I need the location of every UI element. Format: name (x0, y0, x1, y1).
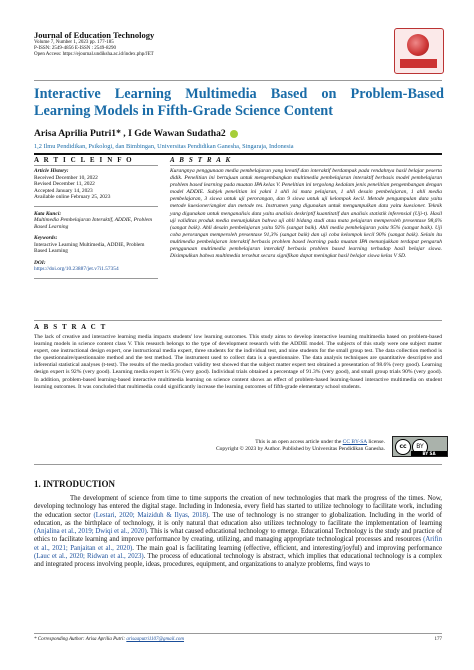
affiliation: 1,2 Ilmu Pendidikan, Psikologi, dan Bimbingan, Universitas Pendidikan Ganesha, Singaraja, Indonesia (34, 143, 294, 150)
intro-text-5: . The process of educational technology is abstract, which implies that educational technology is a complex and integrated process involving people, ideas, procedures, equipment, and organizations to analyze problems, find ways to (34, 553, 442, 569)
history-received: Received December 10, 2022 (34, 174, 98, 181)
license-suffix: license. (366, 439, 385, 445)
abstract-text: The lack of creative and interactive learning media impacts students' low learning outcomes. This study aims to develop interactive learning multimedia based on problem-based learning models in science content class V. This research belongs to the type of development research with the ADDIE model. The subjects of this study were one subject matter expert, one instructional design expert, one instructional media expert, three students for the individual test, and nine students for the small group test. The data collection method is the questionnaire/questionnaire method and the test method. The instrument used to collect data is a questionnaire. The data analysis techniques are quantitative descriptive and inferential statistical analyses (t-test). The results of the media product validity test showed that the subject matter expert test obtained a presentation of 98.6% (very good). Learning design expert is 92% (very good). Learning media expert is 95% (very good). Individual trials obtained a percentage of 91.3% (very good), and small group trials 90% (very good). In addition, problem-based learning-based interactive multimedia learning on science content shows an effect of problem-based learning-based interactive multimedia on student learning outcomes. It was concluded that multimedia could significantly increase the learning outcomes of fifth-grade elementary school students. (34, 334, 442, 390)
doi-heading: DOI: (34, 259, 46, 266)
page-number: 177 (434, 637, 442, 642)
kata-kunci-heading: Kata Kunci: (34, 210, 62, 217)
article-title: Interactive Learning Multimedia Based on Problem-Based Learning Models in Fifth-Grade Science Content (34, 86, 444, 119)
abstract-heading: A B S T R A C T (34, 323, 107, 331)
keywords-text: Interactive Learning Multimedia, ADDIE, Problem Based Learning (34, 241, 145, 254)
journal-header (34, 30, 334, 59)
citation-2[interactable]: (Anjalina et al., 2019; Dwiqi et al., 2020) (34, 528, 147, 536)
cc-license-badge[interactable] (392, 436, 448, 457)
article-info-rule (34, 165, 158, 166)
journal-open-access[interactable]: Open Access: https://ejournal.undiksha.ac.id/index.php/JET (34, 52, 154, 58)
keywords-heading: Keywords: (34, 235, 58, 241)
attribution-icon: BY (412, 439, 428, 455)
info-bottom-rule (34, 278, 158, 279)
article-info-panel (34, 168, 158, 279)
history-online: Available online February 25, 2023 (34, 194, 111, 200)
history-revised: Revised December 11, 2022 (34, 181, 95, 187)
license-strip: BY SA (411, 451, 447, 456)
cc-icon: cc (395, 439, 411, 455)
orcid-icon[interactable] (230, 130, 238, 138)
intro-text-1: The development of science from time to time supports the creation of new technologies that mark the progress of the times. Now, developing technology has entered the digital stage. Including in Indonesia, every field has started to utilize technology to facilitate work, including the education sector (34, 495, 442, 519)
author-email-link[interactable]: arisaaputri1107@gmail.com (126, 637, 185, 642)
introduction-paragraph (34, 495, 442, 570)
article-history (34, 168, 158, 201)
kata-kunci-block (34, 211, 158, 231)
logo-banner (400, 59, 437, 68)
section-divider (34, 153, 442, 155)
citation-3[interactable]: (Arifin et al., 2021; Panjaitan et al., 2020) (34, 536, 442, 552)
abstrak-text: Kurangnya penggunaan media pembelajaran yang kreatif dan interaktif berdampak pada rendahnya hasil belajar peserta didik. Penelitian ini bertujuan untuk mengembangkan multimedia pembelajaran interaktif berbasis model pembelajaran problem based learning pada muatan IPA kelas V. Penelitian ini tergolong kedalam jenis penelitian pengembangan dengan model ADDIE. Subjek penelitian ini yakni 1 ahli isi mata pelajaran, 1 ahli desain pembelajaran, 1 ahli media pembelajaran, 3 siswa untuk uji perorangan, dan 9 siswa untuk uji kelompok kecil. Metode pengumpulan data yaitu metode kuesioner/angket dan metode tes. Instrumen yang digunakan untuk mengumpulkan data yaitu kuesioner. Teknik yang digunakan untuk menganalisis data yaitu analisis deskriptif kuantitatif dan analisis statistik inferensial (Uji-t). Hasil uji validitas produk media menunjukkan bahwa uji ahli bidang studi atau mata pelajaran memperoleh presentase 98,6% (sangat baik). Ahli desain pembelajaran yaitu 92% (sangat baik). Ahli media pembelajaran yaitu 95% (sangat baik). Uji coba perorangan memperoleh presentase 91,3% (sangat baik) dan uji coba kelompok kecil 90% (sangat baik). Selain itu multimedia pembelajaran interaktif berbasis problem based learning pada muatan IPA menunjukkan terdapat pengaruh penggunaan multimedia pembelajaran interaktif berbasis problem based learning terhadap hasil belajar siswa. Disimpulkan bahwa multimedia tersebut secara signifikan dapat meningkat hasil belajar siswa kelas V SD. (170, 168, 442, 260)
history-accepted: Accepted January 14, 2023 (34, 187, 93, 194)
citation-1[interactable]: (Lestari, 2020; Maiziduh & Ilyas, 2018) (90, 511, 209, 519)
author-names: Arisa Aprilia Putri1* , I Gde Wawan Sudatha2 (34, 128, 226, 139)
header-divider (34, 80, 442, 81)
intro-text-3: . This is what caused educational technology to emerge. Educational Technology is the study and practice of ethics to facilitate learning and improve performance by creating, utilizing, and managing appropriate technological processes and resources (34, 528, 442, 544)
journal-title: Journal of Education Technology (34, 30, 155, 40)
doi-block (34, 260, 158, 273)
license-copyright: Copyright © 2023 by Author. Published by Universitas Pendidikan Ganesha. (215, 446, 385, 452)
corresponding-author: * Corresponding Author: Arisa Aprilia Putri: (34, 637, 127, 642)
license-line-1 (115, 439, 385, 446)
license-note (115, 439, 385, 453)
journal-volume: Volume 7, Number 1, 2023 pp. 177-185 (34, 40, 114, 45)
kata-kunci-text: Multimedia Pembelajaran Interaktif, ADDIE, Problem Based Learning (34, 217, 152, 230)
doi-link[interactable]: https://doi.org/10.23887/jet.v7i1.57354 (34, 266, 119, 272)
journal-issn: P-ISSN: 2549-4856 E-ISSN : 2549-8290 (34, 46, 116, 52)
article-info-heading: A R T I C L E I N F O (34, 156, 134, 164)
intro-text-2: . The use of technology is no stranger to globalization. Including in the world of education, as the birthplace of technology, it is only natural that education also utilizes technology to facilitate the implementation of learning (34, 511, 442, 527)
intro-top-rule (34, 464, 442, 465)
logo-emblem (407, 34, 429, 56)
page-footer (34, 637, 442, 642)
abstract-top-rule (34, 320, 442, 321)
university-logo (394, 28, 444, 74)
license-prefix: This is an open access article under the (255, 439, 343, 445)
info-divider (34, 206, 158, 207)
abstrak-rule (170, 165, 442, 166)
intro-text-4: . The main goal is facilitating learning (effective, efficient, and interesting/joyful) and improving performance (132, 544, 442, 552)
history-heading: Article History: (34, 168, 69, 174)
footer-rule (34, 633, 442, 634)
abstrak-heading: A B S T R A K (170, 156, 232, 164)
author-line (34, 128, 238, 139)
introduction-heading: 1. INTRODUCTION (34, 479, 116, 489)
cc-by-sa-link[interactable]: CC BY-SA (342, 439, 367, 445)
citation-4[interactable]: (Lauc et al., 2020; Ridwan et al., 2023) (34, 553, 144, 561)
keywords-block (34, 235, 158, 255)
